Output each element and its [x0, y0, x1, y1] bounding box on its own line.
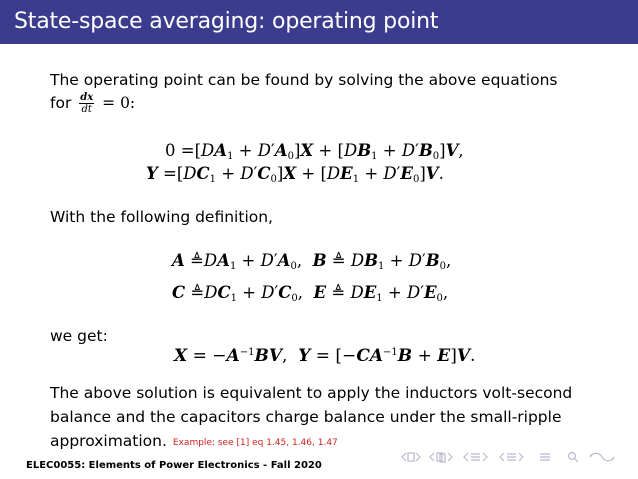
slide-footer: ELEC0055: Elements of Power Electronics - Fall 2020 — [26, 460, 322, 471]
title-bar — [0, 0, 638, 44]
equation-solution: $X = -A^{-1}BV$, $Y = [-CA^{-1}B + E]V$. — [174, 346, 476, 366]
nav-appendix-icon[interactable] — [540, 454, 550, 460]
nav-prev-frame-icon[interactable] — [402, 453, 420, 461]
intro-equals-zero: = 0: — [102, 94, 136, 112]
nav-prev-subsection-icon[interactable] — [430, 453, 452, 462]
nav-subsection-icon[interactable] — [500, 453, 523, 461]
example-reference: Example: see [1] eq 1.45, 1.46, 1.47 — [172, 438, 338, 448]
definition-text: With the following definition, — [50, 208, 273, 226]
approximation-text: approximation. — [50, 432, 167, 450]
conclusion-line-1: The above solution is equivalent to apply the inductors volt-second — [50, 384, 573, 402]
nav-prev-section-icon[interactable] — [464, 453, 487, 461]
nav-back-forward-icon[interactable] — [590, 453, 614, 461]
we-get-text: we get: — [50, 327, 108, 345]
slide-title: State-space averaging: operating point — [14, 9, 439, 34]
intro-for: for — [50, 94, 72, 112]
conclusion-line-3 — [50, 432, 338, 450]
nav-search-icon[interactable] — [569, 453, 579, 463]
equation-output: $Y =[DC_1 + D'C_0]X + [DE_1 + D'E_0]V$. — [146, 164, 444, 185]
definition-c-e: C $≜DC_1 + D'C_0$, E ≜ $DE_1 + D'E_0$, — [172, 283, 449, 304]
beamer-navigation — [400, 449, 630, 465]
derivative-numerator: dx — [80, 92, 94, 103]
intro-line-2 — [50, 92, 135, 115]
conclusion-line-2: balance and the capacitors charge balance under the small-ripple — [50, 408, 562, 426]
derivative-denominator: dt — [81, 104, 92, 115]
intro-line-1: The operating point can be found by solving the above equations — [50, 71, 558, 89]
equation-state: $0 =[DA_1 + D'A_0]X + [DB_1 + D'B_0]V$, — [165, 141, 464, 162]
definition-a-b: A $≜DA_1 + D'A_0$, B ≜ $DB_1 + D'B_0$, — [172, 251, 452, 272]
derivative-fraction — [79, 92, 94, 115]
